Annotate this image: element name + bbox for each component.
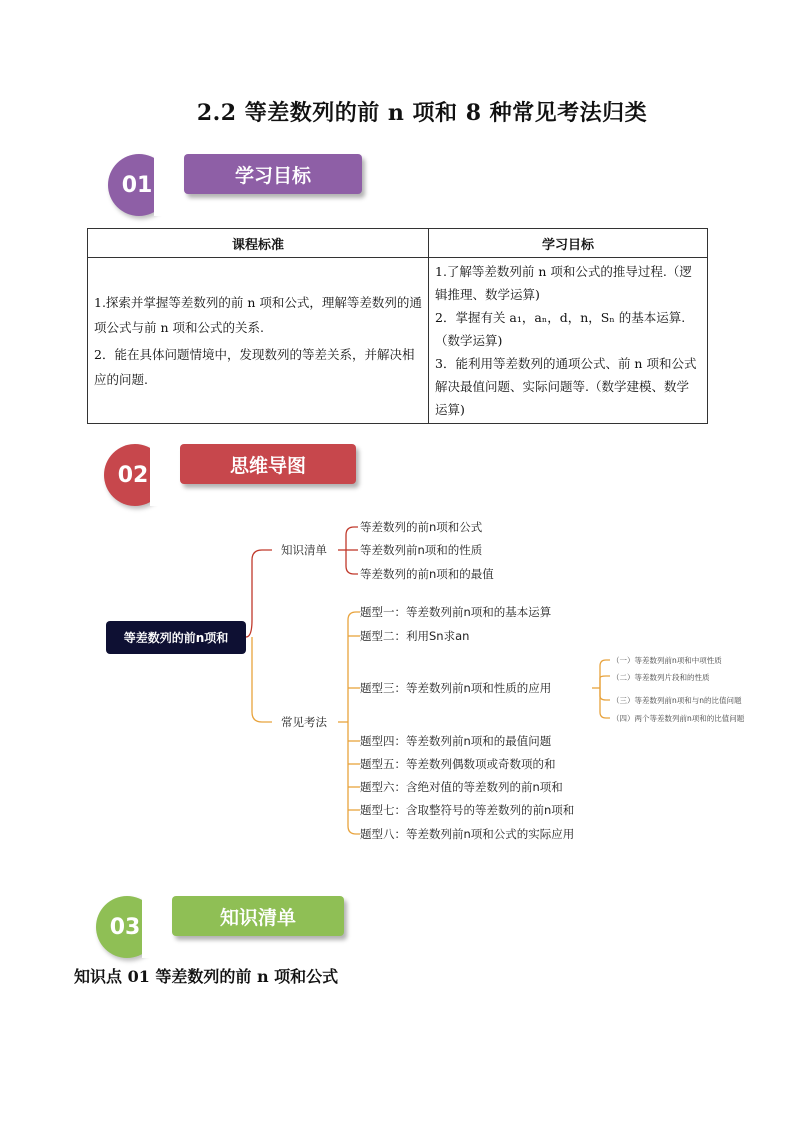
- exam-type-item: 题型六：含绝对值的等差数列的前n项和: [360, 780, 563, 794]
- exam-type-item: 题型二：利用Sn求an: [360, 629, 470, 643]
- sub-item: （四）两个等差数列前n项和的比值问题: [612, 714, 745, 723]
- section-label: 知识清单: [172, 896, 344, 936]
- knowledge-item: 等差数列前n项和的性质: [360, 543, 483, 557]
- sub-item: （一）等差数列前n项和中项性质: [612, 656, 722, 665]
- mind-map-root: 等差数列的前n项和: [106, 621, 246, 654]
- exam-type-item: 题型一：等差数列前n项和的基本运算: [360, 605, 552, 619]
- section-header-01: [108, 150, 368, 220]
- page-title: 2.2 等差数列的前 n 项和 8 种常见考法归类: [196, 100, 648, 126]
- standard-item: 2．能在具体问题情境中，发现数列的等差关系，并解决相应的问题.: [94, 346, 415, 387]
- goals-table: [87, 228, 708, 424]
- exam-type-item: 题型三：等差数列前n项和性质的应用: [360, 681, 552, 695]
- section-number-badge: 02: [104, 444, 166, 506]
- standard-item: 1.探索并掌握等差数列的前 n 项和公式，理解等差数列的通项公式与前 n 项和公式的关系.: [94, 294, 422, 335]
- exam-type-item: 题型八：等差数列前n项和公式的实际应用: [360, 827, 575, 841]
- mind-map: [0, 500, 794, 860]
- goal-item: 2．掌握有关 a₁，aₙ，d，n，Sₙ 的基本运算.（数学运算): [435, 310, 686, 348]
- goal-item: 1.了解等差数列前 n 项和公式的推导过程.（逻辑推理、数学运算): [435, 264, 692, 302]
- section-header-03: [96, 892, 356, 962]
- sub-item: （三）等差数列前n项和与n的比值问题: [612, 696, 742, 705]
- exam-type-item: 题型五：等差数列偶数项或奇数项的和: [360, 757, 556, 771]
- knowledge-item: 等差数列的前n项和的最值: [360, 567, 494, 581]
- knowledge-item: 等差数列的前n项和公式: [360, 520, 483, 534]
- branch-exam-types: 常见考法: [281, 715, 327, 729]
- goal-item: 3．能利用等差数列的通项公式、前 n 项和公式解决最值问题、实际问题等.（数学建模、数学运算): [435, 356, 697, 417]
- exam-type-item: 题型七：含取整符号的等差数列的前n项和: [360, 803, 575, 817]
- branch-knowledge: 知识清单: [281, 543, 327, 557]
- knowledge-point-heading: 知识点 01 等差数列的前 n 项和公式: [74, 967, 339, 986]
- section-label: 学习目标: [184, 154, 362, 194]
- table-header-standard: 课程标准: [88, 229, 429, 258]
- section-number-badge: 01: [108, 154, 170, 216]
- section-label: 思维导图: [180, 444, 356, 484]
- table-header-goals: 学习目标: [429, 229, 708, 258]
- exam-type-item: 题型四：等差数列前n项和的最值问题: [360, 734, 552, 748]
- table-cell-standard: [88, 258, 429, 424]
- section-number-badge: 03: [96, 896, 158, 958]
- sub-item: （二）等差数列片段和的性质: [612, 673, 710, 682]
- table-cell-goals: [429, 258, 708, 424]
